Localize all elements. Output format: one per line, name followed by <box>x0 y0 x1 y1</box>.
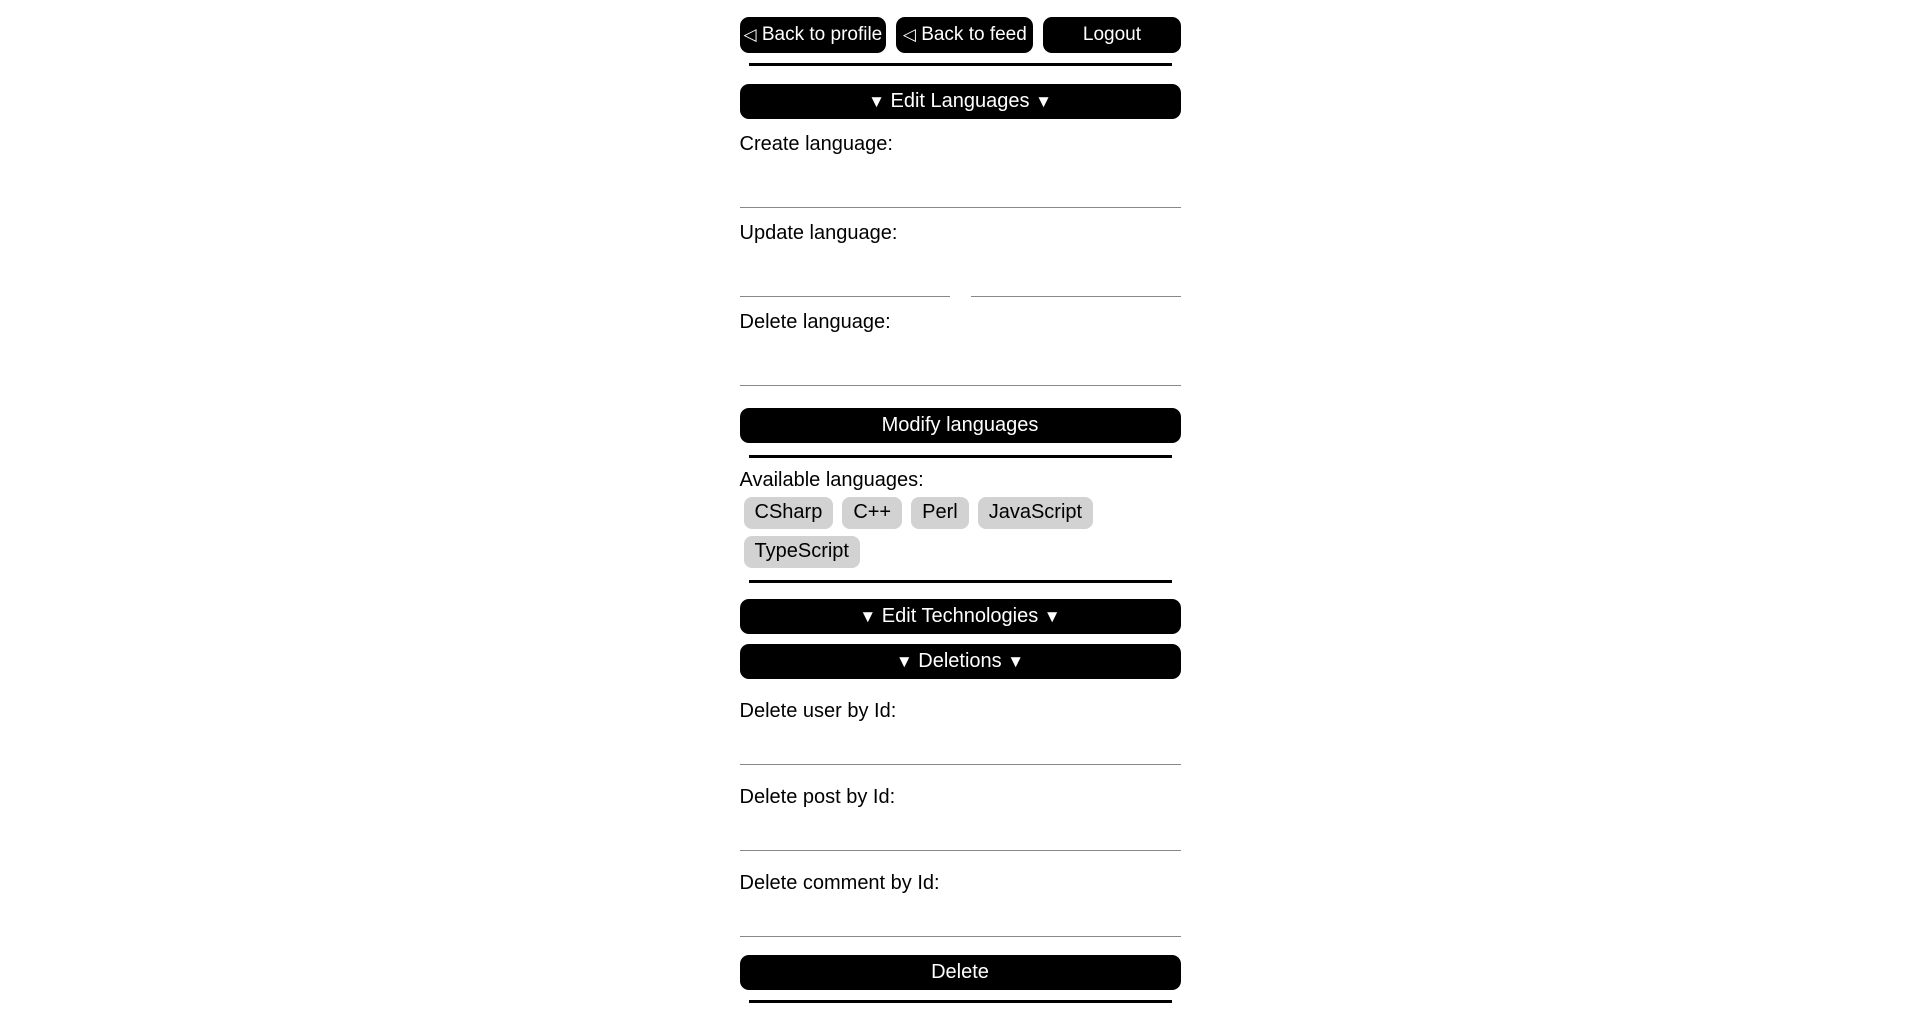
edit-languages-toggle[interactable] <box>740 84 1181 119</box>
back-to-profile-button[interactable] <box>740 17 887 53</box>
update-language-old-input[interactable] <box>740 255 950 297</box>
separator <box>749 580 1172 583</box>
create-language-input[interactable] <box>740 166 1181 208</box>
delete-user-field <box>740 699 1181 765</box>
update-language-inputs <box>740 245 1181 297</box>
create-language-field <box>740 132 1181 208</box>
deletions-toggle[interactable] <box>740 644 1181 679</box>
edit-languages-label: Edit Languages <box>890 90 1030 112</box>
chevron-down-icon: ▼ <box>1035 92 1052 111</box>
update-language-new-input[interactable] <box>971 255 1181 297</box>
admin-panel <box>740 0 1181 1003</box>
delete-language-field <box>740 310 1181 386</box>
language-tag: JavaScript <box>978 497 1093 529</box>
language-tag: Perl <box>911 497 969 529</box>
edit-technologies-label: Edit Technologies <box>881 605 1039 627</box>
create-language-label: Create language: <box>739 133 893 155</box>
modify-languages-button[interactable]: Modify languages <box>740 408 1181 443</box>
available-languages-list <box>740 497 1181 568</box>
delete-button[interactable]: Delete <box>740 955 1181 990</box>
language-tag: TypeScript <box>744 536 860 568</box>
chevron-down-icon: ▼ <box>1007 652 1025 671</box>
top-navigation <box>740 17 1181 53</box>
back-to-profile-label: Back to profile <box>761 24 883 45</box>
delete-language-input[interactable] <box>740 344 1181 386</box>
delete-user-input[interactable] <box>740 729 1181 765</box>
chevron-down-icon: ▼ <box>859 607 877 626</box>
logout-button[interactable]: Logout <box>1043 17 1180 53</box>
delete-user-label: Delete user by Id: <box>739 700 897 722</box>
delete-language-label: Delete language: <box>739 311 891 333</box>
available-languages-label: Available languages: <box>739 469 924 491</box>
delete-post-field <box>740 785 1181 851</box>
deletions-label: Deletions <box>918 650 1002 672</box>
language-tag: CSharp <box>744 497 834 529</box>
chevron-down-icon: ▼ <box>895 652 913 671</box>
edit-technologies-toggle[interactable] <box>740 599 1181 634</box>
separator <box>749 63 1172 66</box>
update-language-label: Update language: <box>739 222 898 244</box>
delete-post-label: Delete post by Id: <box>739 786 896 808</box>
chevron-down-icon: ▼ <box>1043 607 1061 626</box>
update-language-field <box>740 221 1181 297</box>
back-to-feed-button[interactable] <box>896 17 1033 53</box>
back-arrow-icon: ◁ <box>902 25 916 44</box>
delete-comment-field <box>740 871 1181 937</box>
separator <box>749 455 1172 458</box>
chevron-down-icon: ▼ <box>868 92 885 111</box>
delete-comment-label: Delete comment by Id: <box>739 872 940 894</box>
delete-comment-input[interactable] <box>740 901 1181 937</box>
delete-post-input[interactable] <box>740 815 1181 851</box>
language-tag: C++ <box>842 497 902 529</box>
back-arrow-icon: ◁ <box>743 25 757 44</box>
separator <box>749 1000 1172 1003</box>
back-to-feed-label: Back to feed <box>921 24 1027 45</box>
